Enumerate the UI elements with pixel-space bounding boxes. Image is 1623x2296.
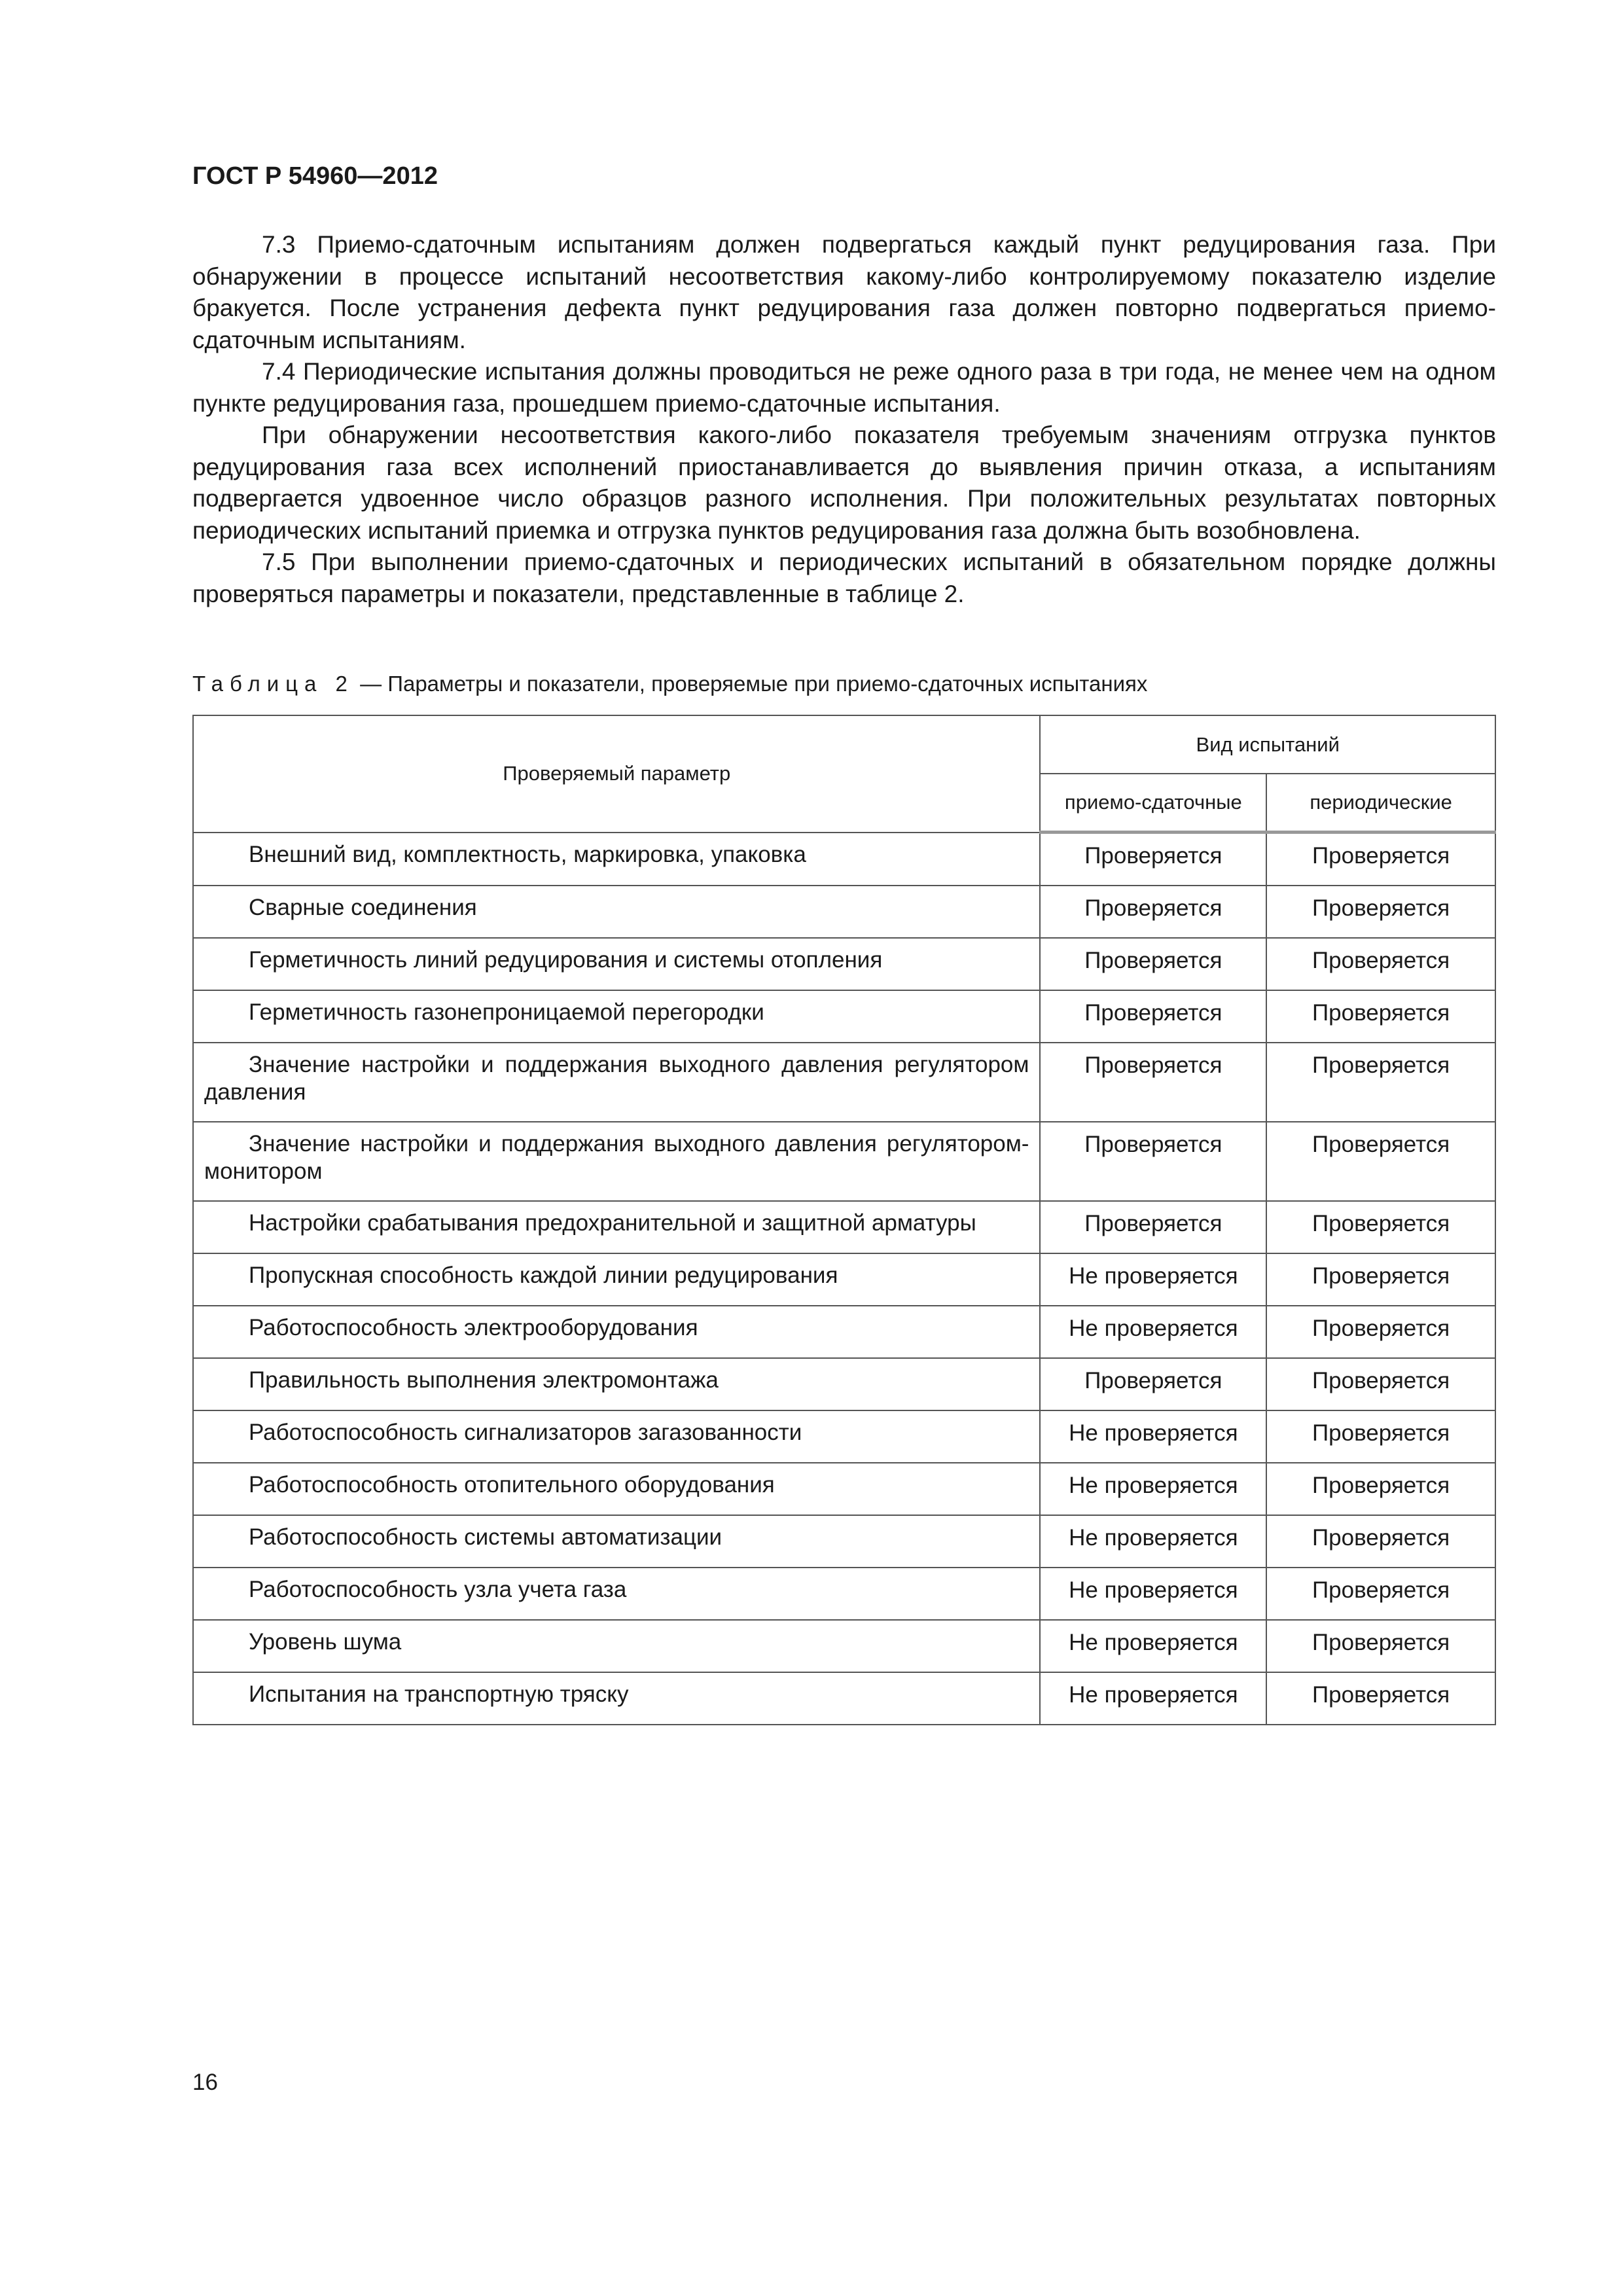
row-parameter: Значение настройки и поддержания выходного давления регулятором-монитором [193,1122,1040,1201]
row-periodic: Проверяется [1266,833,1495,886]
paragraph-7-4-cont: При обнаружении несоответствия какого-либо показателя требуемым значениям отгрузка пунктов редуцирования газа всех исполнений приостанавливается до выявления причин отказа, а испытаниям подвергается удвоенное число образцов разного исполнения. При положительных результатах повторных периодических испытаний приемка и отгрузка пунктов редуцирования газа должна быть возобновлена. [192,422,1496,544]
row-acceptance: Не проверяется [1040,1620,1266,1672]
row-parameter: Работоспособность отопительного оборудования [193,1463,1040,1515]
table-row [193,833,1495,886]
document-code: ГОСТ Р 54960—2012 [192,162,438,190]
parameters-table [192,715,1496,1725]
header-parameter: Проверяемый параметр [193,715,1040,833]
table-caption [192,672,1147,696]
row-acceptance: Не проверяется [1040,1568,1266,1620]
table-row [193,938,1495,990]
table-row [193,1568,1495,1620]
row-acceptance: Не проверяется [1040,1253,1266,1306]
row-acceptance: Проверяется [1040,1122,1266,1201]
row-parameter: Испытания на транспортную тряску [193,1672,1040,1725]
row-parameter: Значение настройки и поддержания выходного давления регулятором давления [193,1043,1040,1122]
row-acceptance: Проверяется [1040,886,1266,938]
row-periodic: Проверяется [1266,1122,1495,1201]
header-periodic: периодические [1266,774,1495,833]
row-parameter: Настройки срабатывания предохранительной и защитной арматуры [193,1201,1040,1253]
table-row [193,1201,1495,1253]
row-periodic: Проверяется [1266,1253,1495,1306]
table-row [193,1043,1495,1122]
row-periodic: Проверяется [1266,1515,1495,1568]
table-row [193,886,1495,938]
row-periodic: Проверяется [1266,990,1495,1043]
table-row [193,1410,1495,1463]
row-periodic: Проверяется [1266,1620,1495,1672]
table-caption-label: Таблица 2 [192,672,354,696]
table-row [193,1515,1495,1568]
table-row [193,1672,1495,1725]
row-parameter: Работоспособность узла учета газа [193,1568,1040,1620]
row-acceptance: Проверяется [1040,1043,1266,1122]
row-parameter: Герметичность газонепроницаемой перегородки [193,990,1040,1043]
table-caption-text: — Параметры и показатели, проверяемые при приемо-сдаточных испытаниях [353,672,1148,696]
row-parameter: Работоспособность системы автоматизации [193,1515,1040,1568]
table-row [193,990,1495,1043]
row-acceptance: Проверяется [1040,1201,1266,1253]
table-row [193,1463,1495,1515]
row-parameter: Герметичность линий редуцирования и системы отопления [193,938,1040,990]
row-acceptance: Не проверяется [1040,1410,1266,1463]
row-parameter: Работоспособность сигнализаторов загазованности [193,1410,1040,1463]
row-parameter: Работоспособность электрооборудования [193,1306,1040,1358]
paragraph-7-4: 7.4 Периодические испытания должны проводиться не реже одного раза в три года, не менее чем на одном пункте редуцирования газа, прошедшем приемо-сдаточные испытания. [192,358,1496,417]
row-acceptance: Проверяется [1040,938,1266,990]
row-periodic: Проверяется [1266,938,1495,990]
table-row [193,1358,1495,1410]
header-test-type: Вид испытаний [1040,715,1495,774]
table-row [193,1122,1495,1201]
row-parameter: Сварные соединения [193,886,1040,938]
row-periodic: Проверяется [1266,886,1495,938]
header-acceptance: приемо-сдаточные [1040,774,1266,833]
row-acceptance: Проверяется [1040,990,1266,1043]
row-acceptance: Не проверяется [1040,1672,1266,1725]
row-periodic: Проверяется [1266,1201,1495,1253]
row-periodic: Проверяется [1266,1568,1495,1620]
row-periodic: Проверяется [1266,1463,1495,1515]
row-periodic: Проверяется [1266,1043,1495,1122]
row-periodic: Проверяется [1266,1358,1495,1410]
row-parameter: Пропускная способность каждой линии редуцирования [193,1253,1040,1306]
body-text [192,229,1496,610]
table-row [193,1306,1495,1358]
row-acceptance: Проверяется [1040,833,1266,886]
row-parameter: Внешний вид, комплектность, маркировка, упаковка [193,833,1040,886]
row-parameter: Уровень шума [193,1620,1040,1672]
row-acceptance: Не проверяется [1040,1306,1266,1358]
row-acceptance: Не проверяется [1040,1463,1266,1515]
paragraph-7-5: 7.5 При выполнении приемо-сдаточных и периодических испытаний в обязательном порядке должны проверяться параметры и показатели, представленные в таблице 2. [192,548,1496,607]
row-periodic: Проверяется [1266,1672,1495,1725]
table-row [193,1620,1495,1672]
row-acceptance: Проверяется [1040,1358,1266,1410]
table-row [193,1253,1495,1306]
row-periodic: Проверяется [1266,1410,1495,1463]
paragraph-7-3: 7.3 Приемо-сдаточным испытаниям должен подвергаться каждый пункт редуцирования газа. При обнаружении в процессе испытаний несоответствия какому-либо контролируемому показателю изделие бракуется. После устранения дефекта пункт редуцирования газа должен повторно подвергаться приемо-сдаточным испытаниям. [192,231,1496,353]
row-acceptance: Не проверяется [1040,1515,1266,1568]
row-periodic: Проверяется [1266,1306,1495,1358]
row-parameter: Правильность выполнения электромонтажа [193,1358,1040,1410]
page-number: 16 [192,2070,218,2095]
